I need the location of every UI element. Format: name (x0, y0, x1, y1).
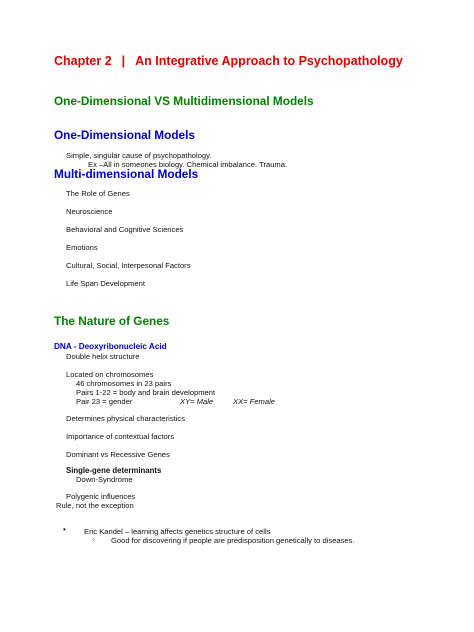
nature-of-genes-heading: The Nature of Genes (54, 314, 170, 328)
multi-dim-item: Neuroscience (66, 207, 113, 216)
one-dimensional-heading: One-Dimensional Models (54, 128, 195, 142)
dominant-text: Dominant vs Recessive Genes (66, 450, 170, 459)
bullet-subitem-predisposition: Good for discovering if people are predisposition genetically to diseases. (111, 536, 355, 545)
bullet-item-kandel: Eric Kandel – learning affects genetics structure of cells (84, 527, 271, 536)
pairs-1-22-text: Pairs 1-22 = body and brain development (76, 388, 216, 397)
chapter-label: Chapter 2 (54, 54, 112, 68)
xx-female-text: XX= Female (233, 397, 275, 406)
multi-dim-item: Behavioral and Cognitive Sciences (66, 225, 184, 234)
multi-dim-item: Emotions (66, 243, 98, 252)
chapter-separator: | (121, 54, 126, 68)
single-gene-heading: Single-gene determinants (66, 466, 162, 475)
double-helix-text: Double helix structure (66, 352, 140, 361)
determines-text: Determines physical characteristics (66, 414, 186, 423)
pair-23-text: Pair 23 = gender (76, 397, 133, 406)
multi-dim-item: Life Span Development (66, 279, 145, 288)
chapter-title (54, 54, 403, 68)
one-dim-line-2: Ex –All in someones biology. Chemical imbalance. Trauma. (88, 160, 288, 169)
polygenic-text: Polygenic influences (66, 492, 136, 501)
chromosomes-46-text: 46 chromosomes in 23 pairs (76, 379, 172, 388)
multi-dimensional-heading: Multi-dimensional Models (54, 167, 199, 181)
xy-male-text: XY= Male (180, 397, 214, 406)
importance-text: Importance of contextual factors (66, 432, 175, 441)
located-text: Located on chromosomes (66, 370, 154, 379)
bullet-disc-icon: • (63, 525, 66, 534)
multi-dim-item: The Role of Genes (66, 189, 130, 198)
multi-dim-item: Cultural, Social, Interpesonal Factors (66, 261, 191, 270)
section-heading-models: One-Dimensional VS Multidimensional Models (54, 94, 314, 108)
one-dim-line-1: Simple, singular cause of psychopathology. (66, 151, 212, 160)
chapter-title-text: An Integrative Approach to Psychopathology (135, 54, 403, 68)
down-syndrome-text: Down-Syndrome (76, 475, 133, 484)
dna-heading: DNA - Deoxyribonucleic Acid (54, 342, 167, 351)
rule-text: Rule, not the exception (56, 501, 134, 510)
bullet-circle-icon: ◦ (92, 535, 95, 544)
